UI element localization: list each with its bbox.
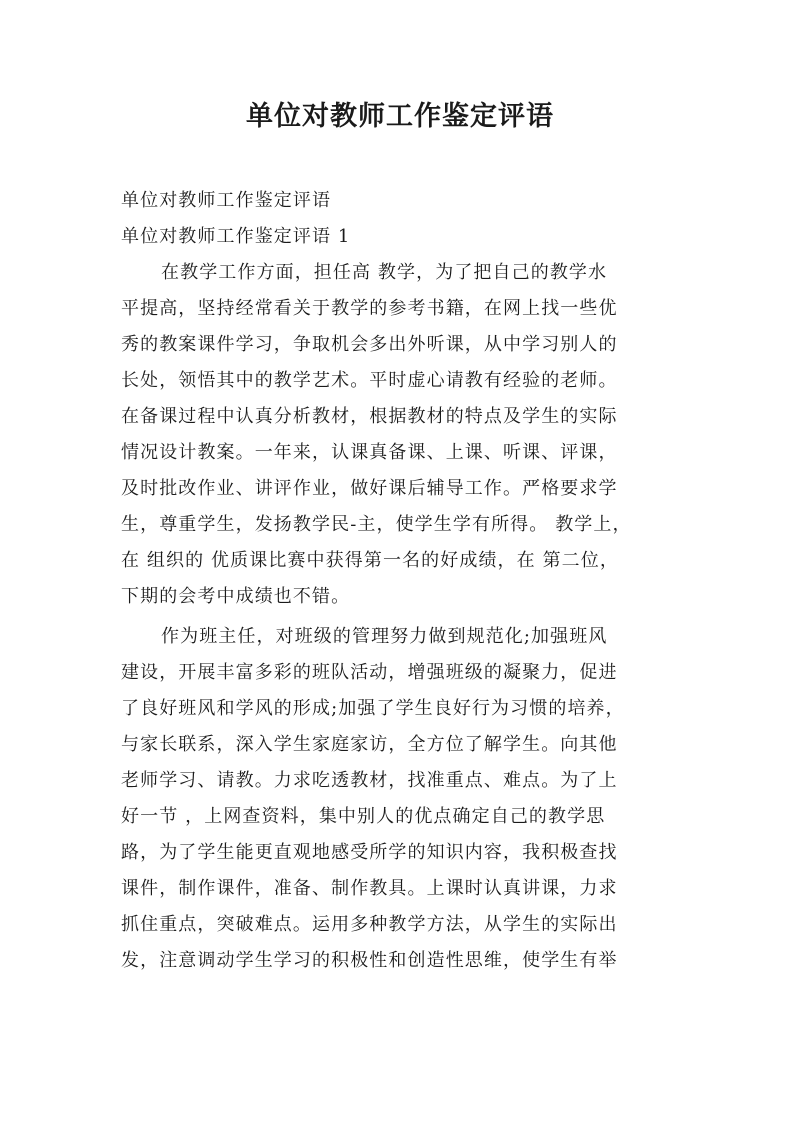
paragraph-line: 在 组织的 优质课比赛中获得第一名的好成绩，在 第二位， xyxy=(121,550,619,571)
paragraph-line: 平提高，坚持经常看关于教学的参考书籍，在网上找一些优 xyxy=(121,298,618,319)
paragraph-line: 在备课过程中认真分析教材，根据教材的特点及学生的实际 xyxy=(121,406,618,427)
paragraph-1 xyxy=(121,255,687,615)
paragraph-line: 路，为了学生能更直观地感受所学的知识内容，我积极查找 xyxy=(121,842,618,863)
subheading-2: 单位对教师工作鉴定评语 1 xyxy=(121,226,351,247)
paragraph-line: 及时批改作业、讲评作业，做好课后辅导工作。严格要求学 xyxy=(121,478,618,499)
paragraph-line: 在教学工作方面，担任高 教学，为了把自己的教学水 xyxy=(161,262,608,283)
paragraph-line: 秀的教案课件学习，争取机会多出外听课，从中学习别人的 xyxy=(121,334,618,355)
paragraph-line: 发，注意调动学生学习的积极性和创造性思维，使学生有举 xyxy=(121,950,618,971)
paragraph-line: 课件，制作课件，准备、制作教具。上课时认真讲课，力求 xyxy=(121,878,618,899)
paragraph-line: 老师学习、请教。力求吃透教材，找准重点、难点。为了上 xyxy=(121,770,618,791)
paragraph-line: 与家长联系，深入学生家庭家访，全方位了解学生。向其他 xyxy=(121,734,618,755)
paragraph-line: 生，尊重学生，发扬教学民-主，使学生学有所得。 教学上， xyxy=(121,514,632,535)
paragraph-line: 情况设计教案。一年来，认课真备课、上课、听课、评课， xyxy=(121,442,618,463)
subheading-1: 单位对教师工作鉴定评语 xyxy=(121,190,332,211)
paragraph-line: 作为班主任，对班级的管理努力做到规范化;加强班风 xyxy=(161,626,608,647)
document-body xyxy=(121,183,687,979)
paragraph-line: 了良好班风和学风的形成;加强了学生良好行为习惯的培养， xyxy=(121,698,625,719)
paragraph-line: 好一节 ，上网查资料，集中别人的优点确定自己的教学思 xyxy=(121,806,606,827)
document-title: 单位对教师工作鉴定评语 xyxy=(246,101,554,132)
paragraph-line: 长处，领悟其中的教学艺术。平时虚心请教有经验的老师。 xyxy=(121,370,618,391)
paragraph-line: 抓住重点，突破难点。运用多种教学方法，从学生的实际出 xyxy=(121,914,618,935)
paragraph-2 xyxy=(121,619,687,979)
paragraph-line: 建设，开展丰富多彩的班队活动，增强班级的凝聚力，促进 xyxy=(121,662,618,683)
paragraph-line: 下期的会考中成绩也不错。 xyxy=(121,586,351,607)
